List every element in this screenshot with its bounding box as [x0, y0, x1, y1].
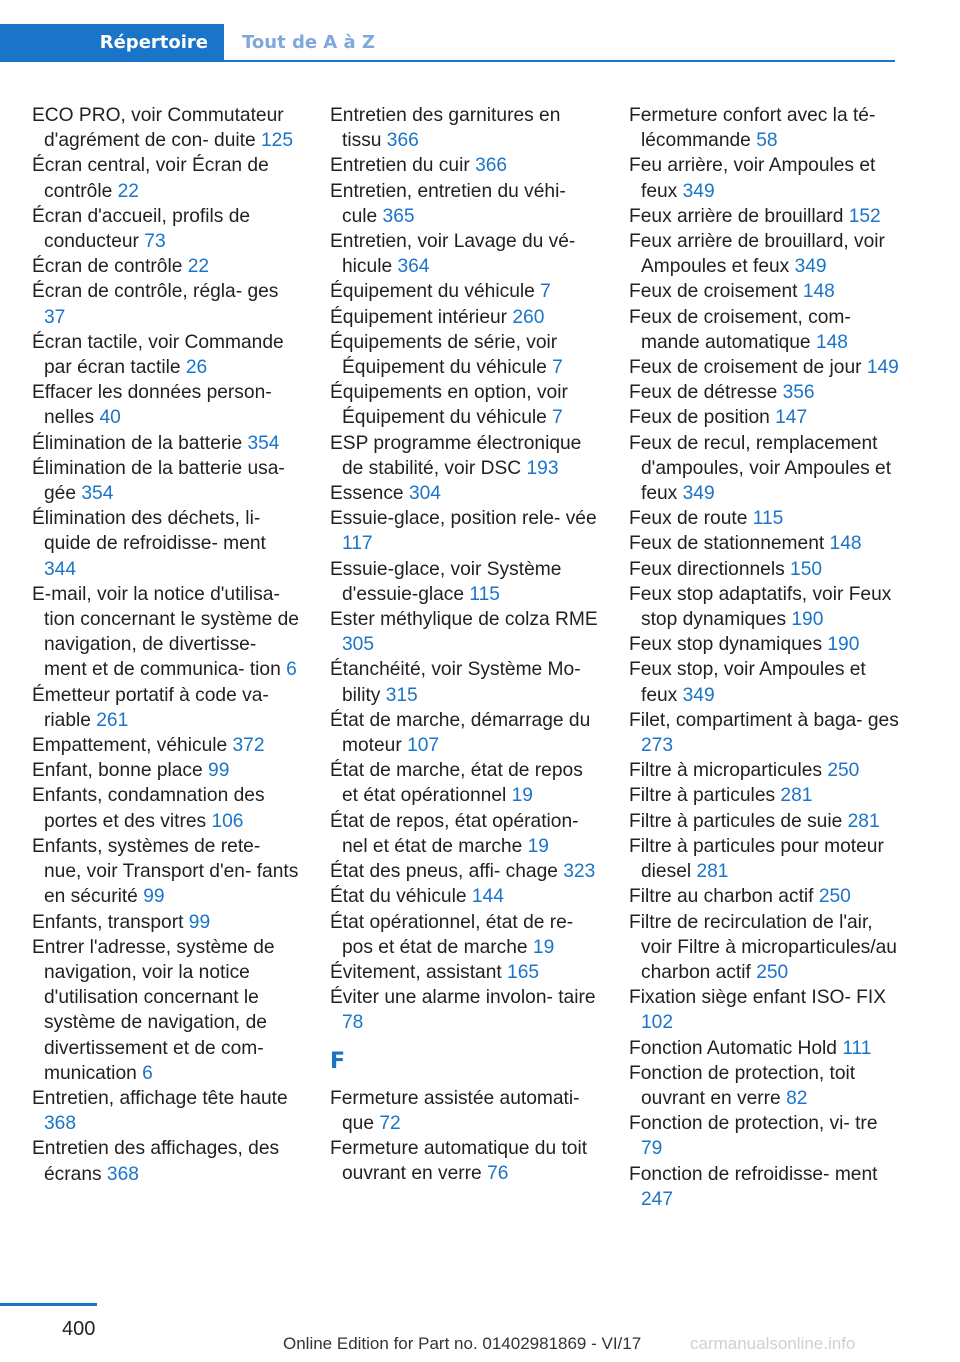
index-column-1 — [32, 103, 300, 1187]
index-entry — [629, 708, 899, 758]
index-entry — [330, 229, 598, 279]
page-reference-link[interactable]: 368 — [44, 1113, 77, 1135]
page-reference-link[interactable]: 150 — [790, 558, 823, 580]
page-reference-link[interactable]: 368 — [106, 1163, 139, 1185]
footer-rule — [0, 1303, 97, 1306]
index-entry-text: Filtre à microparticules — [629, 760, 828, 782]
index-entry-text: Feux de croisement, com- mande automatique — [629, 306, 851, 353]
index-entry — [32, 254, 300, 279]
index-entry — [330, 985, 598, 1035]
index-entry — [32, 582, 300, 683]
page-reference-link[interactable]: 58 — [756, 130, 778, 152]
index-entry — [330, 1136, 598, 1186]
index-entry — [629, 103, 899, 153]
index-entry — [330, 758, 598, 808]
index-entry-text: Éviter une alarme involon- taire — [330, 987, 596, 1009]
page-reference-link[interactable]: 281 — [847, 810, 880, 832]
page-reference-link[interactable]: 365 — [382, 205, 415, 227]
index-entry-text: ECO PRO, voir Commutateur d'agrément de con- duite — [32, 105, 284, 152]
index-entry — [629, 305, 899, 355]
page-reference-link[interactable]: 73 — [144, 231, 166, 253]
index-entry — [629, 582, 899, 632]
index-entry-text: Empattement, véhicule — [32, 735, 233, 757]
index-entry-text: État de marche, démarrage du moteur — [330, 709, 591, 757]
page-reference-link[interactable]: 305 — [342, 634, 375, 656]
index-entry — [629, 632, 899, 657]
index-entry-text: Écran de contrôle, régla- ges — [32, 281, 279, 303]
index-entry — [629, 380, 899, 405]
index-entry-text: Effacer les données person- nelles — [32, 382, 272, 429]
index-entry — [629, 405, 899, 430]
section-letter: F — [330, 1048, 346, 1074]
index-entry — [629, 884, 899, 909]
page-reference-link[interactable]: 6 — [142, 1062, 153, 1084]
index-entry — [32, 683, 300, 733]
index-entry — [32, 103, 300, 153]
index-entry-text: Feux de croisement de jour — [629, 357, 867, 379]
page-reference-link[interactable]: 79 — [641, 1138, 663, 1160]
page-reference-link[interactable]: 22 — [187, 256, 210, 278]
watermark: carmanualsonline.info — [690, 1334, 856, 1353]
index-entry-text: Feux de recul, remplacement d'ampoules, voir Ampoules et feux — [629, 432, 892, 505]
page-reference-link[interactable]: 261 — [96, 709, 129, 731]
page-reference-link[interactable]: 78 — [342, 1012, 364, 1034]
index-entry — [32, 758, 300, 783]
index-entry — [330, 708, 598, 758]
index-entry-text: ESP programme électronique de stabilité, voir DSC — [330, 432, 582, 479]
index-entry-text: État opérationnel, état de re- pos et état de marche — [330, 911, 574, 958]
index-entry-text: Filtre à particules — [629, 785, 781, 807]
index-entry-text: Équipement du véhicule — [330, 281, 541, 303]
index-entry — [32, 431, 300, 456]
index-entry-text: Fermeture automatique du toit ouvrant en verre — [330, 1137, 588, 1185]
index-entry-text: Feux arrière de brouillard, voir Ampoules et feux — [629, 231, 885, 278]
page-reference-link[interactable]: 107 — [407, 735, 440, 757]
page-reference-link[interactable]: 148 — [802, 281, 835, 303]
index-entry — [32, 834, 300, 910]
page-reference-link[interactable]: 364 — [397, 256, 430, 278]
index-entry — [330, 279, 598, 304]
index-entry-text: Entrer l'adresse, système de navigation, voir la notice d'utilisation concernant le système de navigation, de divertissement et de com- munication — [32, 936, 275, 1084]
page-reference-link[interactable]: 40 — [99, 407, 121, 429]
page-reference-link[interactable]: 22 — [117, 180, 139, 202]
page-reference-link[interactable]: 19 — [527, 835, 549, 857]
page-reference-link[interactable]: 349 — [682, 684, 715, 706]
index-entry — [629, 229, 899, 279]
index-entry — [330, 431, 598, 481]
page-reference-link[interactable]: 76 — [487, 1163, 509, 1185]
page-reference-link[interactable]: 144 — [471, 886, 504, 908]
page-reference-link[interactable]: 354 — [247, 432, 280, 454]
index-entry — [32, 935, 300, 1086]
page-reference-link[interactable]: 99 — [143, 886, 165, 908]
index-entry — [32, 330, 300, 380]
index-entry — [32, 1136, 300, 1186]
index-entry-text: Fonction de protection, toit ouvrant en verre — [629, 1062, 856, 1109]
page-reference-link[interactable]: 111 — [842, 1037, 872, 1059]
index-entry-text: Filtre à particules de suie — [629, 810, 848, 832]
index-entry-text: Équipements de série, voir Équipement du véhicule — [330, 331, 558, 379]
index-entry-text: Essence — [330, 483, 409, 505]
index-entry-text: Entretien, affichage tête haute — [32, 1087, 288, 1109]
page-reference-link[interactable]: 344 — [44, 558, 77, 580]
page-reference-link[interactable]: 7 — [540, 281, 551, 303]
index-entry-text: Feux stop dynamiques — [629, 634, 828, 656]
edition-note: Online Edition for Part no. 01402981869 - VI/17 — [283, 1334, 642, 1353]
page-reference-link[interactable]: 281 — [696, 861, 729, 883]
page-reference-link[interactable]: 372 — [232, 735, 265, 757]
index-entry — [330, 330, 598, 380]
index-entry — [330, 960, 598, 985]
page-reference-link[interactable]: 7 — [552, 357, 563, 379]
index-entry-text: Feux arrière de brouillard — [629, 205, 849, 227]
index-entry — [32, 204, 300, 254]
index-entry — [629, 758, 899, 783]
index-entry — [629, 809, 899, 834]
index-entry-text: Fonction de protection, vi- tre — [629, 1113, 878, 1135]
index-entry-text: Enfant, bonne place — [32, 760, 209, 782]
index-entry — [629, 506, 899, 531]
tab-tout-de-a-a-z[interactable]: Tout de A à Z — [242, 32, 375, 53]
index-entry — [629, 279, 899, 304]
page-reference-link[interactable]: 323 — [563, 861, 596, 883]
page-reference-link[interactable]: 106 — [211, 810, 244, 832]
index-entry-text: Émetteur portatif à code va- riable — [32, 684, 269, 731]
page-reference-link[interactable]: 273 — [641, 735, 674, 757]
index-entry-text: État de marche, état de repos et état opérationnel — [330, 760, 583, 807]
page-reference-link[interactable]: 7 — [552, 407, 563, 429]
index-entry-text: Écran tactile, voir Commande par écran tactile — [32, 331, 284, 379]
page-reference-link[interactable]: 117 — [342, 533, 373, 555]
index-entry-text: Fonction de refroidisse- ment — [629, 1163, 878, 1185]
index-entry — [629, 431, 899, 507]
index-entry-text: Écran central, voir Écran de contrôle — [32, 155, 269, 202]
page-reference-link[interactable]: 102 — [641, 1012, 674, 1034]
page-reference-link[interactable]: 148 — [829, 533, 862, 555]
index-entry-text: Équipement intérieur — [330, 306, 513, 328]
index-entry — [32, 153, 300, 203]
page-reference-link[interactable]: 349 — [682, 180, 715, 202]
index-entry-text: Feux de croisement — [629, 281, 803, 303]
page-reference-link[interactable]: 147 — [775, 407, 808, 429]
index-entry — [330, 153, 598, 178]
index-entry-text: Filet, compartiment à baga- ges — [629, 709, 899, 731]
index-entry-text: Équipements en option, voir Équipement du véhicule — [330, 382, 568, 429]
index-entry-text: Étanchéité, voir Système Mo- bility — [330, 659, 581, 706]
index-entry-text: Feux stop, voir Ampoules et feux — [629, 659, 866, 706]
page-number: 400 — [62, 1318, 96, 1340]
page-reference-link[interactable]: 37 — [44, 306, 66, 328]
index-entry-text: Entretien, voir Lavage du vé- hicule — [330, 231, 576, 278]
index-entry — [330, 657, 598, 707]
index-entry — [629, 1061, 899, 1111]
index-entry — [330, 305, 598, 330]
index-entry — [629, 1111, 899, 1161]
page-reference-link[interactable]: 125 — [261, 130, 294, 152]
index-entry-text: Feux de stationnement — [629, 533, 830, 555]
page-reference-link[interactable]: 6 — [286, 659, 297, 681]
index-entry-text: Évitement, assistant — [330, 961, 508, 983]
index-entry — [32, 1086, 300, 1136]
index-entry — [330, 1086, 598, 1136]
page-reference-link[interactable]: 115 — [752, 508, 784, 530]
index-entry — [32, 733, 300, 758]
page-reference-link[interactable]: 304 — [408, 483, 441, 505]
index-entry-text: Entretien, entretien du véhi- cule — [330, 180, 566, 227]
index-entry-text: Élimination de la batterie usa- gée — [32, 457, 285, 505]
page-reference-link[interactable]: 19 — [511, 785, 533, 807]
index-entry — [629, 1036, 899, 1061]
index-entry — [32, 380, 300, 430]
index-entry — [330, 809, 598, 859]
index-entry-text: Fixation siège enfant ISO- FIX — [629, 987, 887, 1009]
page-reference-link[interactable]: 250 — [818, 886, 851, 908]
index-entry — [629, 204, 899, 229]
index-entry-text: Enfants, transport — [32, 911, 189, 933]
index-entry-text: Enfants, condamnation des portes et des vitres — [32, 785, 265, 832]
index-entry — [32, 910, 300, 935]
index-column-2 — [330, 103, 598, 1186]
index-entry-text: Filtre de recirculation de l'air, voir Filtre à microparticules/au charbon actif — [629, 911, 897, 983]
index-entry — [32, 506, 300, 582]
index-entry — [330, 607, 598, 657]
index-entry-text: État des pneus, affi- chage — [330, 861, 564, 883]
index-entry — [629, 531, 899, 556]
index-entry — [629, 910, 899, 986]
index-entry-text: Feux stop adaptatifs, voir Feux stop dynamiques — [629, 583, 892, 631]
index-entry — [330, 506, 598, 556]
page-reference-link[interactable]: 19 — [532, 936, 555, 958]
index-entry-text: Écran d'accueil, profils de conducteur — [32, 205, 251, 253]
tab-repertoire-label: Répertoire — [99, 32, 208, 53]
page-reference-link[interactable]: 366 — [475, 155, 508, 177]
index-entry-text: Écran de contrôle — [32, 256, 188, 278]
page-reference-link[interactable]: 349 — [794, 256, 827, 278]
index-entry-text: Feu arrière, voir Ampoules et feux — [629, 155, 876, 202]
page-reference-link[interactable]: 354 — [81, 483, 114, 505]
index-entry-text: E-mail, voir la notice d'utilisa- tion concernant le système de navigation, de divertisse- ment et de communica- tion — [32, 583, 299, 681]
index-entry — [629, 1162, 899, 1212]
index-entry — [629, 985, 899, 1035]
index-entry-text: Feux de détresse — [629, 382, 783, 404]
index-entry — [330, 380, 598, 430]
page-reference-link[interactable]: 148 — [815, 331, 848, 353]
top-navigation — [0, 0, 895, 62]
page-reference-link[interactable]: 149 — [866, 357, 899, 379]
index-entry-text: Feux de route — [629, 508, 753, 530]
index-entry — [330, 557, 598, 607]
index-entry — [629, 783, 899, 808]
index-entry-text: Essuie-glace, position rele- vée — [330, 508, 597, 530]
index-entry-text: État du véhicule — [330, 886, 472, 908]
page-reference-link[interactable]: 82 — [786, 1087, 808, 1109]
header-rule — [0, 60, 895, 62]
index-entry-text: Essuie-glace, voir Système d'essuie-glace — [330, 558, 562, 605]
page-reference-link[interactable]: 250 — [827, 760, 860, 782]
page-reference-link[interactable]: 26 — [185, 357, 208, 379]
index-entry — [330, 859, 598, 884]
index-entry — [629, 557, 899, 582]
page-reference-link[interactable]: 193 — [526, 457, 559, 479]
index-entry — [330, 179, 598, 229]
index-entry-text: État de repos, état opération- nel et état de marche — [330, 810, 579, 857]
page-reference-link[interactable]: 99 — [188, 911, 211, 933]
index-entry — [32, 456, 300, 506]
page-reference-link[interactable]: 165 — [507, 961, 540, 983]
index-entry — [330, 481, 598, 506]
page-reference-link[interactable]: 190 — [791, 609, 824, 631]
page-reference-link[interactable]: 115 — [469, 583, 500, 605]
index-entry — [629, 153, 899, 203]
page-reference-link[interactable]: 152 — [848, 205, 881, 227]
page-reference-link[interactable]: 250 — [756, 961, 789, 983]
index-entry-text: Élimination des déchets, li- quide de refroidisse- ment — [32, 508, 266, 555]
index-column-3 — [629, 103, 899, 1212]
page-reference-link[interactable]: 315 — [385, 684, 418, 706]
index-entry — [330, 103, 598, 153]
index-entry — [32, 279, 300, 329]
index-entry — [32, 783, 300, 833]
index-entry-text: Entretien des garnitures en tissu — [330, 105, 561, 152]
page-reference-link[interactable]: 281 — [780, 785, 813, 807]
index-entry-text: Fermeture assistée automati- que — [330, 1087, 580, 1134]
page-reference-link[interactable]: 356 — [782, 382, 815, 404]
index-entry-text: Élimination de la batterie — [32, 432, 248, 454]
page-reference-link[interactable]: 72 — [379, 1112, 401, 1134]
page-reference-link[interactable]: 260 — [512, 306, 545, 328]
tab-repertoire[interactable] — [0, 24, 224, 61]
index-entry — [629, 834, 899, 884]
index-entry — [629, 355, 899, 380]
page-reference-link[interactable]: 366 — [386, 130, 419, 152]
index-entry — [629, 657, 899, 707]
index-entry-text: Entretien du cuir — [330, 155, 476, 177]
page-reference-link[interactable]: 349 — [682, 483, 715, 505]
index-entry-text: Filtre au charbon actif — [629, 886, 819, 908]
page-reference-link[interactable]: 190 — [827, 634, 860, 656]
index-entry-text: Enfants, systèmes de rete- nue, voir Transport d'en- fants en sécurité — [32, 835, 299, 908]
index-entry-text: Feux directionnels — [629, 558, 791, 580]
index-entry-text: Ester méthylique de colza RME — [330, 609, 598, 631]
index-entry-text: Fermeture confort avec la té- lécommande — [629, 105, 876, 152]
index-entry-text: Feux de position — [629, 407, 776, 429]
index-entry-text: Filtre à particules pour moteur diesel — [629, 835, 884, 883]
page-reference-link[interactable]: 99 — [208, 760, 230, 782]
index-entry — [330, 910, 598, 960]
page-reference-link[interactable]: 247 — [641, 1188, 674, 1210]
index-entry-text: Fonction Automatic Hold — [629, 1037, 843, 1059]
index-entry-text: Entretien des affichages, des écrans — [32, 1138, 280, 1185]
index-entry — [330, 884, 598, 909]
